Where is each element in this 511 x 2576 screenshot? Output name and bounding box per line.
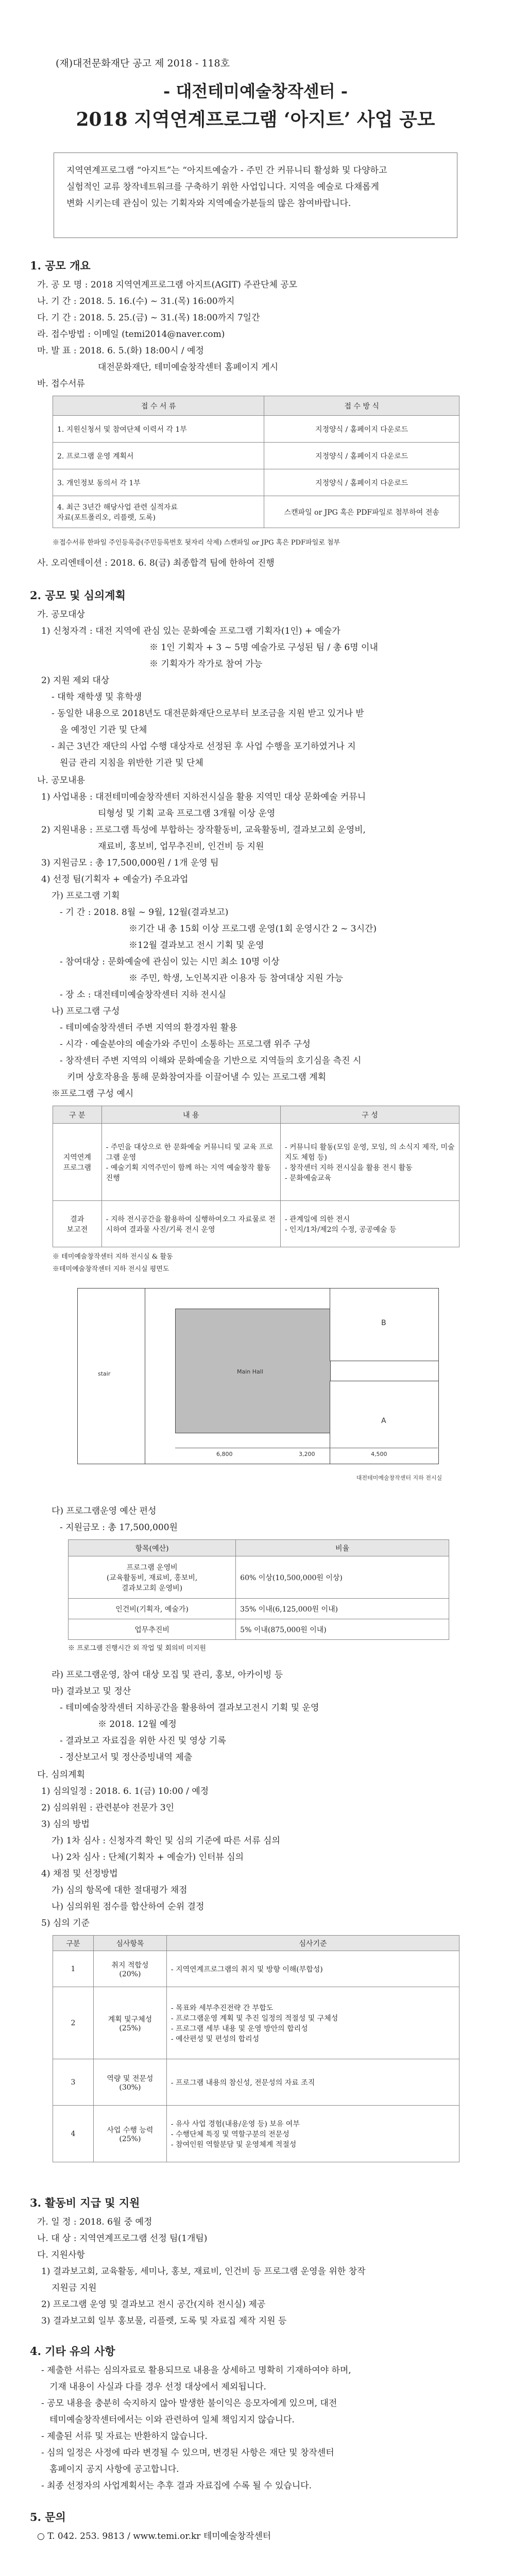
contact-info: ○ T. 042. 253. 9813 / www.temi.or.kr 테미예술창작센터 xyxy=(37,2531,271,2541)
s2-line: - 기 간 : 2018. 8월 ~ 9월, 12월(결과보고) xyxy=(60,907,229,918)
s2-line: 원금 관리 지침을 위반한 기관 및 단체 xyxy=(60,758,203,768)
table-cell: - 목표와 세부추진전략 간 부합도 - 프로그램운영 계획 및 추진 일정의 적절성 및 구체성 - 프로그램 세부 내용 및 운영 방안의 합리성 - 예산편성 및 편성의 합리성 xyxy=(166,1987,459,2059)
table-cell: 3 xyxy=(53,2059,94,2106)
table-cell: 4. 최근 3년간 해당사업 관련 실적자료 자료(포트폴리오, 리플렛, 도록) xyxy=(53,496,264,528)
table-cell: 5% 이내(875,000원 이내) xyxy=(236,1619,449,1640)
floor-label: stair xyxy=(98,1370,111,1377)
dimension-label: 6,800 xyxy=(216,1451,233,1458)
s4-line: 홈페이지 공지 사항에 공고합니다. xyxy=(49,2464,179,2475)
s2-line: 을 예정인 기관 및 단체 xyxy=(60,725,147,735)
table-header: 구 성 xyxy=(280,1106,459,1124)
floor-room-stairs xyxy=(77,1288,145,1464)
table-cell: 취지 적합성 (20%) xyxy=(93,1951,166,1987)
s2-line: 5) 심의 기준 xyxy=(41,1918,90,1928)
s2-line: 4) 채점 및 선정방법 xyxy=(41,1869,118,1879)
floor-label: B xyxy=(381,1319,386,1327)
table-cell: 지정양식 / 홈페이지 다운로드 xyxy=(264,416,459,443)
budget-total: - 지원금모 : 총 17,500,000원 xyxy=(60,1522,178,1533)
s2-line: ※ 기획자가 작가로 참여 가능 xyxy=(149,659,263,669)
s2-line: 나. 공모내용 xyxy=(37,775,85,786)
intro-line: 변화 시키는데 관심이 있는 기획자와 지역예술가분들의 많은 참여바랍니다. xyxy=(66,198,351,209)
s2-line: 재료비, 홍보비, 업무추진비, 인건비 등 지원 xyxy=(98,841,264,852)
s2-line: 1) 심의일정 : 2018. 6. 1(금) 10:00 / 예정 xyxy=(41,1786,209,1797)
s3-line: 가. 일 정 : 2018. 6월 중 예정 xyxy=(37,2217,152,2227)
budget-title: 다) 프로그램운영 예산 편성 xyxy=(52,1506,157,1516)
s2-line: ※ 2018. 12월 예정 xyxy=(98,1719,177,1730)
dimension-label: 3,200 xyxy=(299,1451,315,1458)
s4-line: - 제출된 서류 및 자료는 반환하지 않습니다. xyxy=(41,2431,208,2442)
submission-docs-table xyxy=(53,396,459,528)
table-cell: - 유사 사업 경험(내용/운영 등) 보유 여부 - 수행단체 특징 및 역할구분의 전문성 - 참여인원 역할분담 및 운영체계 적절성 xyxy=(166,2106,459,2162)
s2-line: 나) 2차 심사 : 단체(기획자 + 예술가) 인터뷰 심의 xyxy=(52,1852,244,1862)
criteria-table xyxy=(53,1935,459,2162)
intro-line: 실험적인 교류 창작네트워크를 구축하기 위한 사업입니다. 지역을 예술로 다채롭게 xyxy=(66,182,379,192)
intro-box xyxy=(54,152,457,238)
s1-line: 라. 접수방법 : 이메일 (temi2014@naver.com) xyxy=(37,329,225,340)
table-cell: 4 xyxy=(53,2106,94,2162)
s4-line: 테미예술창작센터에서는 이와 관련하여 일체 책임지지 않습니다. xyxy=(49,2415,295,2425)
s2-line: - 장 소 : 대전테미예술창작센터 지하 전시실 xyxy=(60,990,227,1000)
table-cell: - 지역연계프로그램의 취지 및 방향 이해(부합성) xyxy=(166,1951,459,1987)
s2-line: 가) 심의 항목에 대한 절대평가 채점 xyxy=(52,1885,188,1895)
s3-line: 지원금 지원 xyxy=(52,2283,97,2293)
s4-line: - 제출한 서류는 심의자료로 활용되므로 내용을 상세하고 명확히 기재하여야 하며, xyxy=(41,2365,351,2376)
s2-line: 가) 1차 심사 : 신청자격 확인 및 심의 기준에 따른 서류 심의 xyxy=(52,1836,280,1846)
table-cell: 지정양식 / 홈페이지 다운로드 xyxy=(264,443,459,469)
table-header: 내 용 xyxy=(101,1106,280,1124)
s2-line: ※프로그램 구성 예시 xyxy=(52,1089,134,1099)
table-cell: 지역연계 프로그램 xyxy=(53,1124,102,1201)
table-cell: 계획 및구체성 (25%) xyxy=(93,1987,166,2059)
s2-line: 가. 공모대상 xyxy=(37,609,85,620)
table-header: 구분 xyxy=(53,1936,94,1951)
s2-line: ※ 1인 기획자 + 3 ~ 5명 예술가로 구성된 팀 / 총 6명 이내 xyxy=(149,642,378,653)
s2-line: 마) 결과보고 및 정산 xyxy=(52,1686,131,1697)
s2-line: 나) 프로그램 구성 xyxy=(52,1006,120,1016)
s1-line: 대전문화재단, 테미예술창작센터 홈페이지 게시 xyxy=(98,362,279,372)
s2-line: - 테미예술창작센터 지하공간을 활용하여 결과보고전시 기획 및 운영 xyxy=(60,1703,319,1713)
section-5-title: 5. 문의 xyxy=(30,2511,66,2523)
s2-line: 1) 신청자격 : 대전 지역에 관심 있는 문화예술 프로그램 기획자(1인) + 예술가 xyxy=(41,626,340,636)
s1-line: 나. 기 간 : 2018. 5. 16.(수) ~ 31.(목) 16:00까지 xyxy=(37,296,235,307)
s1-oriental: 사. 오리엔테이션 : 2018. 6. 8(금) 최종합격 팀에 한하여 진행 xyxy=(37,558,275,568)
s2-line: 라) 프로그램운영, 참여 대상 모집 및 관리, 홍보, 아카이빙 등 xyxy=(52,1670,283,1680)
s4-line: - 최종 선정자의 사업계획서는 추후 결과 자료집에 수록 될 수 있습니다. xyxy=(41,2481,312,2491)
s2-line: - 테미예술창작센터 주변 지역의 환경자원 활용 xyxy=(60,1023,237,1033)
table-header: 접 수 방 식 xyxy=(264,396,459,416)
table-cell: - 지하 전시공간을 활용하여 실행하여오그 자료물로 전시하여 결과물 사진/기록 전시 운영 xyxy=(101,1201,280,1247)
s2-line: 키며 상호작용을 통해 문화참여자를 이끌어낼 수 있는 프로그램 계획 xyxy=(67,1072,327,1082)
table-header: 심사항목 xyxy=(93,1936,166,1951)
table-cell: 업무추진비 xyxy=(69,1619,236,1640)
s4-line: - 심의 일정은 사정에 따라 변경될 수 있으며, 변경된 사항은 재단 및 창작센터 xyxy=(41,2448,334,2458)
section-4-title: 4. 기타 유의 사항 xyxy=(30,2345,115,2358)
s2-line: - 결과보고 자료집을 위한 사진 및 영상 기록 xyxy=(60,1736,226,1746)
s2-line: 4) 선정 팀(기획자 + 예술가) 주요과업 xyxy=(41,874,189,885)
s2-line: 2) 지원 제외 대상 xyxy=(41,675,110,686)
table-cell: 60% 이상(10,500,000원 이상) xyxy=(236,1556,449,1599)
table-note: ※접수서류 한파일 주인등록증(주민등록번호 뒷자리 삭제) 스캔파일 or JPG 혹은 PDF파일로 첨부 xyxy=(53,539,340,547)
floor-caption: 대전테미예술창작센터 지하 전시실 xyxy=(356,1475,442,1481)
s2-line: ※12월 결과보고 전시 기획 및 운영 xyxy=(129,940,264,951)
s3-line: 2) 프로그램 운영 및 결과보고 전시 공간(지하 전시실) 제공 xyxy=(41,2299,266,2310)
s2-line: - 동일한 내용으로 2018년도 대전문화재단으로부터 보조금을 지원 받고 있거나 받 xyxy=(52,708,364,719)
floor-label: Main Hall xyxy=(237,1368,263,1375)
s2-line: - 대학 재학생 및 휴학생 xyxy=(52,692,142,702)
s1-line: 바. 접수서류 xyxy=(37,379,85,389)
s3-line: 나. 대 상 : 지역연계프로그램 선정 팀(1개팀) xyxy=(37,2233,208,2244)
table-cell: - 커뮤니티 활동(모임 운영, 모임, 의 소식지 제작, 미술 지도 체험 등) - 창작센터 지하 전시실을 활용 전시 활동 - 문화예술교육 xyxy=(280,1124,459,1201)
s2-line: - 최근 3년간 재단의 사업 수행 대상자로 선정된 후 사업 수행을 포기하였거나 지 xyxy=(52,741,356,752)
page-title: 2018 지역연계프로그램 ‘아지트’ 사업 공모 xyxy=(76,109,435,130)
table-header: 심사기준 xyxy=(166,1936,459,1951)
budget-table xyxy=(68,1539,449,1640)
s2-line: - 시각 · 예술분야의 예술가와 주민이 소통하는 프로그램 위주 구성 xyxy=(60,1039,311,1049)
table-cell: 프로그램 운영비 (교육활동비, 재료비, 홍보비, 결과보고회 운영비) xyxy=(69,1556,236,1599)
s2-line: 2) 심의위원 : 관련분야 전문가 3인 xyxy=(41,1803,175,1813)
section-1-title: 1. 공모 개요 xyxy=(30,259,91,272)
s3-line: 다. 지원사항 xyxy=(37,2250,85,2260)
table-cell: 35% 이내(6,125,000원 이내) xyxy=(236,1599,449,1619)
table-cell: 1 xyxy=(53,1951,94,1987)
program-example-table xyxy=(53,1106,459,1247)
s2-line: - 참여대상 : 문화예술에 관심이 있는 시민 최소 10명 이상 xyxy=(60,957,280,967)
table-cell: 2 xyxy=(53,1987,94,2059)
s4-line: 기재 내용이 사실과 다를 경우 선정 대상에서 제외됩니다. xyxy=(49,2382,266,2392)
s2-line: 1) 사업내용 : 대전테미예술창작센터 지하전시실을 활용 지역민 대상 문화예술 커뮤니 xyxy=(41,792,366,802)
table-note: ※ 테미예술창작센터 지하 전시실 & 활동 xyxy=(53,1253,173,1261)
table-cell: - 프로그램 내용의 참신성, 전문성의 자료 조직 xyxy=(166,2059,459,2106)
s2-line: 다. 심의계획 xyxy=(37,1770,85,1780)
budget-note: ※ 프로그램 진행시간 외 작업 및 회의비 미지원 xyxy=(68,1645,206,1652)
floor-label: A xyxy=(381,1417,386,1425)
center-title: - 대전테미예술창작센터 - xyxy=(163,81,348,101)
s1-line: 마. 발 표 : 2018. 6. 5.(화) 18:00시 / 예정 xyxy=(37,346,204,356)
s2-line: - 정산보고서 및 정산증빙내역 제출 xyxy=(60,1752,193,1762)
floor-plan-note: ※테미예술창작센터 지하 전시실 평면도 xyxy=(53,1265,169,1273)
s1-line: 가. 공 모 명 : 2018 지역연계프로그램 아지트(AGIT) 주관단체 공모 xyxy=(37,280,298,290)
s3-line: 3) 결과보고회 일부 홍보물, 리플렛, 도록 및 자료집 제작 지원 등 xyxy=(41,2316,287,2326)
section-3-title: 3. 활동비 지급 및 지원 xyxy=(30,2196,140,2209)
table-cell: 스캔파일 or JPG 혹은 PDF파일로 첨부하여 전송 xyxy=(264,496,459,528)
s2-line: ※ 주민, 학생, 노인복지관 이용자 등 참여대상 지원 가능 xyxy=(129,973,343,984)
s3-line: 1) 결과보고회, 교육활동, 세미나, 홍보, 재료비, 인건비 등 프로그램 운영을 위한 창작 xyxy=(41,2266,366,2277)
s1-line: 다. 기 간 : 2018. 5. 25.(금) ~ 31.(목) 18:00까지 7일간 xyxy=(37,313,260,323)
table-cell: 역량 및 전문성 (30%) xyxy=(93,2059,166,2106)
s2-line: 3) 심의 방법 xyxy=(41,1819,90,1829)
table-cell: - 주민을 대상으로 한 문화예술 커뮤니티 및 교육 프로그램 운영 - 예술기획 지역주민이 함께 하는 지역 예술창작 활동 진행 xyxy=(101,1124,280,1201)
table-cell: 사업 수행 능력 (25%) xyxy=(93,2106,166,2162)
table-cell: 결과 보고전 xyxy=(53,1201,102,1247)
s2-line: 3) 지원금모 : 총 17,500,000원 / 1개 운영 팀 xyxy=(41,858,219,868)
s2-line: 티형성 및 기획 교육 프로그램 3개월 이상 운영 xyxy=(98,808,276,819)
s2-line: 가) 프로그램 기획 xyxy=(52,891,120,901)
table-cell: 2. 프로그램 운영 계획서 xyxy=(53,443,264,469)
table-cell: 지정양식 / 홈페이지 다운로드 xyxy=(264,469,459,496)
notice-number: (재)대전문화재단 공고 제 2018 - 118호 xyxy=(56,58,230,69)
section-2-title: 2. 공모 및 심의계획 xyxy=(30,589,126,602)
intro-line: 지역연계프로그램 “아지트”는 “아지트예술가 - 주민 간 커뮤니티 활성화 및 다양하고 xyxy=(66,165,387,176)
s2-line: ※기간 내 총 15회 이상 프로그램 운영(1회 운영시간 2 ~ 3시간) xyxy=(129,924,377,934)
table-header: 비율 xyxy=(236,1540,449,1556)
floor-plan xyxy=(62,1278,464,1494)
s4-line: - 공모 내용을 충분히 숙지하지 않아 발생한 불이익은 응모자에게 있으며, 대전 xyxy=(41,2398,337,2409)
table-cell: 3. 개인정보 동의서 각 1부 xyxy=(53,469,264,496)
table-header: 항목(예산) xyxy=(69,1540,236,1556)
s2-line: 2) 지원내용 : 프로그램 특성에 부합하는 장작활동비, 교육활동비, 결과보고회 운영비, xyxy=(41,825,366,835)
table-header: 구 분 xyxy=(53,1106,102,1124)
table-cell: 1. 지원신청서 및 참여단체 이력서 각 1부 xyxy=(53,416,264,443)
table-cell: - 관계일에 의한 전시 - 인지/1차/제2의 수정, 공공예술 등 xyxy=(280,1201,459,1247)
table-header: 접 수 서 류 xyxy=(53,396,264,416)
s2-line: - 창작센터 주변 지역의 이해와 문화예술을 기반으로 지역들의 호기심을 측진 시 xyxy=(60,1056,362,1066)
dimension-label: 4,500 xyxy=(371,1451,387,1458)
table-cell: 인건비(기획자, 예술가) xyxy=(69,1599,236,1619)
s2-line: 나) 심의위원 점수를 합산하여 순위 결정 xyxy=(52,1902,205,1912)
